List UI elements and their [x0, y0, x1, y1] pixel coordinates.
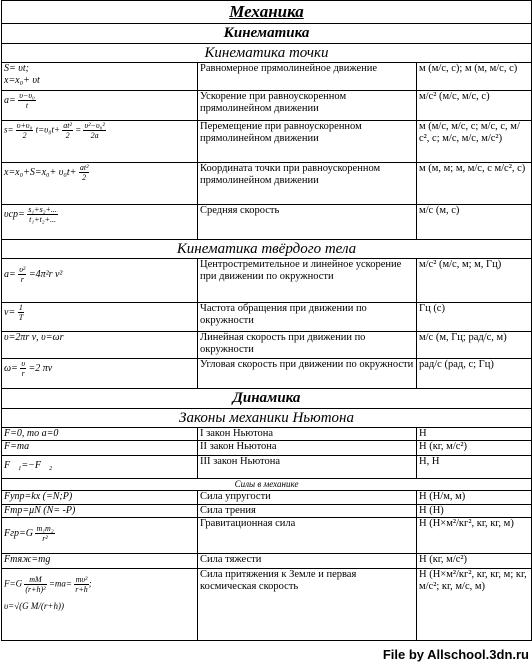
formula: S= υt;: [4, 63, 29, 74]
description-cell: I закон Ньютона: [198, 428, 417, 441]
description-cell: Сила притяжения к Земле и первая космическая скорость: [198, 569, 417, 641]
description-cell: Сила тяжести: [198, 554, 417, 569]
unit-cell: Н (Н): [417, 505, 532, 518]
formula-cell: F=0, то a=0: [2, 428, 198, 441]
unit-cell: м/с² (м/с, м/с, с): [417, 91, 532, 121]
unit-cell: м/с (м, с): [417, 205, 532, 240]
table-row: [2, 554, 532, 569]
section-forces: Силы в механике: [2, 479, 532, 491]
formula-cell: υср= $\frac{\text{s₁+s₂+...}}{\text{t₁+t₂+...}}$: [2, 205, 198, 240]
unit-cell: рад/с (рад, с; Гц): [417, 359, 532, 389]
description-cell: Линейная скорость при движении по окружности: [198, 332, 417, 359]
description-cell: Средняя скорость: [198, 205, 417, 240]
description-cell: Угловая скорость при движении по окружности: [198, 359, 417, 389]
fraction: $\frac{\text{υ²}}{r}$: [19, 265, 26, 284]
unit-cell: Н (кг, м/с²): [417, 441, 532, 456]
section-dynamics: Динамика: [2, 389, 532, 409]
description-cell: Ускорение при равноускоренном прямолинейном движении: [198, 91, 417, 121]
unit-cell: Н (кг, м/с²): [417, 554, 532, 569]
table-row: [2, 505, 532, 518]
unit-cell: Гц (с): [417, 303, 532, 332]
section-newton-laws: Законы механики Ньютона: [2, 409, 532, 428]
table-row: [2, 205, 532, 240]
fraction: $\frac{\text{υ²−υ₀²}}{2a}$: [84, 121, 105, 140]
formula-cell: ω= $\frac{\upsilon}{r}$ =2 πν: [2, 359, 198, 389]
table-row: [2, 359, 532, 389]
unit-cell: м (м/с, м/с, с; м/с, с, м/с², с; м/с, м/с, м/с²): [417, 121, 532, 163]
unit-cell: Н (Н×м²/кг², кг, кг, м; кг, м/с²; кг, м/с, м): [417, 569, 532, 641]
formula-cell: a= $\frac{\text{υ−υ₀}}{t}$: [2, 91, 198, 121]
fraction: $\frac{\text{m₁m₂}}{\text{r²}}$: [36, 524, 54, 543]
table-row: [2, 259, 532, 303]
description-cell: Сила трения: [198, 505, 417, 518]
table-row: [2, 332, 532, 359]
formula-cell: F=G $\frac{mM}{\text{(r+h)²}}$ =ma= $\frac{\text{mυ²}}{r+h}$ ; υ=√(G M/(r+h)): [2, 569, 198, 641]
formula-cell: x=x₀+S=x₀+ υ₀t+ $\frac{\text{at²}}{2}$: [2, 163, 198, 205]
formula-cell: Fгр=G $\frac{\text{m₁m₂}}{\text{r²}}$: [2, 518, 198, 554]
formula: υ=√(G M/(r+h)): [4, 601, 64, 611]
fraction: $\frac{\text{s₁+s₂+...}}{\text{t₁+t₂+...}}$: [28, 205, 57, 224]
description-cell: Координата точки при равноускоренном прямолинейном движении: [198, 163, 417, 205]
table-row: [2, 456, 532, 479]
formula-cell: [2, 63, 198, 91]
fraction: $\frac{\text{υ−υ₀}}{t}$: [19, 91, 35, 110]
section-rigid-kinematics: Кинематика твёрдого тела: [2, 240, 532, 259]
formula-cell: ν= $\frac{1}{T}$: [2, 303, 198, 332]
description-cell: Частота обращения при движении по окружности: [198, 303, 417, 332]
fraction: $\frac{1}{T}$: [18, 303, 24, 322]
table-row: [2, 428, 532, 441]
section-point-kinematics: Кинематика точки: [2, 44, 532, 63]
unit-cell: м/с (м, Гц; рад/с, м): [417, 332, 532, 359]
page-title: Механика: [2, 1, 532, 24]
fraction: $\frac{\text{mυ²}}{r+h}$: [75, 575, 88, 594]
unit-cell: Н: [417, 428, 532, 441]
unit-cell: м/с² (м/с, м; м, Гц): [417, 259, 532, 303]
formula-cell: υ=2πr ν, υ=ωr: [2, 332, 198, 359]
formula-table: [1, 0, 532, 641]
table-row: [2, 121, 532, 163]
table-row: [2, 163, 532, 205]
table-row: [2, 63, 532, 91]
table-row: [2, 491, 532, 505]
watermark: File by Allschool.3dn.ru: [382, 647, 529, 662]
table-row: [2, 518, 532, 554]
fraction: $\frac{mM}{\text{(r+h)²}}$: [25, 575, 46, 594]
formula-cell: Fупр=kx (=N;P): [2, 491, 198, 505]
table-row: [2, 441, 532, 456]
table-row: [2, 569, 532, 641]
description-cell: III закон Ньютона: [198, 456, 417, 479]
fraction: $\frac{\text{at²}}{2}$: [79, 163, 89, 182]
formula-cell: F⃗₁=−F⃗₂: [2, 456, 198, 479]
unit-cell: Н, Н: [417, 456, 532, 479]
formula: x=x₀+ υt: [4, 75, 40, 86]
description-cell: Сила упругости: [198, 491, 417, 505]
unit-cell: Н (Н×м²/кг², кг, кг, м): [417, 518, 532, 554]
unit-cell: м (м/с, с); м (м, м/с, с): [417, 63, 532, 91]
fraction: $\frac{\text{at²}}{2}$: [63, 121, 72, 140]
description-cell: Перемещение при равноускоренном прямолинейном движении: [198, 121, 417, 163]
fraction: $\frac{\text{υ+υ₀}}{2}$: [16, 121, 33, 140]
description-cell: Равномерное прямолинейное движение: [198, 63, 417, 91]
description-cell: Гравитационная сила: [198, 518, 417, 554]
unit-cell: Н (Н/м, м): [417, 491, 532, 505]
unit-cell: м (м, м; м, м/с, с м/с², с): [417, 163, 532, 205]
formula-cell: s= $\frac{\text{υ+υ₀}}{2}$ t=υ₀t+ $\frac{\text{at²}}{2}$ = $\frac{\text{υ²−υ₀²}}{2a}$: [2, 121, 198, 163]
section-kinematics: Кинематика: [2, 24, 532, 44]
description-cell: Центростремительное и линейное ускорение при движении по окружности: [198, 259, 417, 303]
description-cell: II закон Ньютона: [198, 441, 417, 456]
formula-cell: Fтяж=mg: [2, 554, 198, 569]
fraction: $\frac{\upsilon}{r}$: [21, 359, 25, 378]
table-row: [2, 91, 532, 121]
formula-cell: F=ma: [2, 441, 198, 456]
formula-cell: a= $\frac{\text{υ²}}{r}$ =4π²r ν²: [2, 259, 198, 303]
formula-cell: Fтр=μN (N= -P): [2, 505, 198, 518]
table-row: [2, 303, 532, 332]
